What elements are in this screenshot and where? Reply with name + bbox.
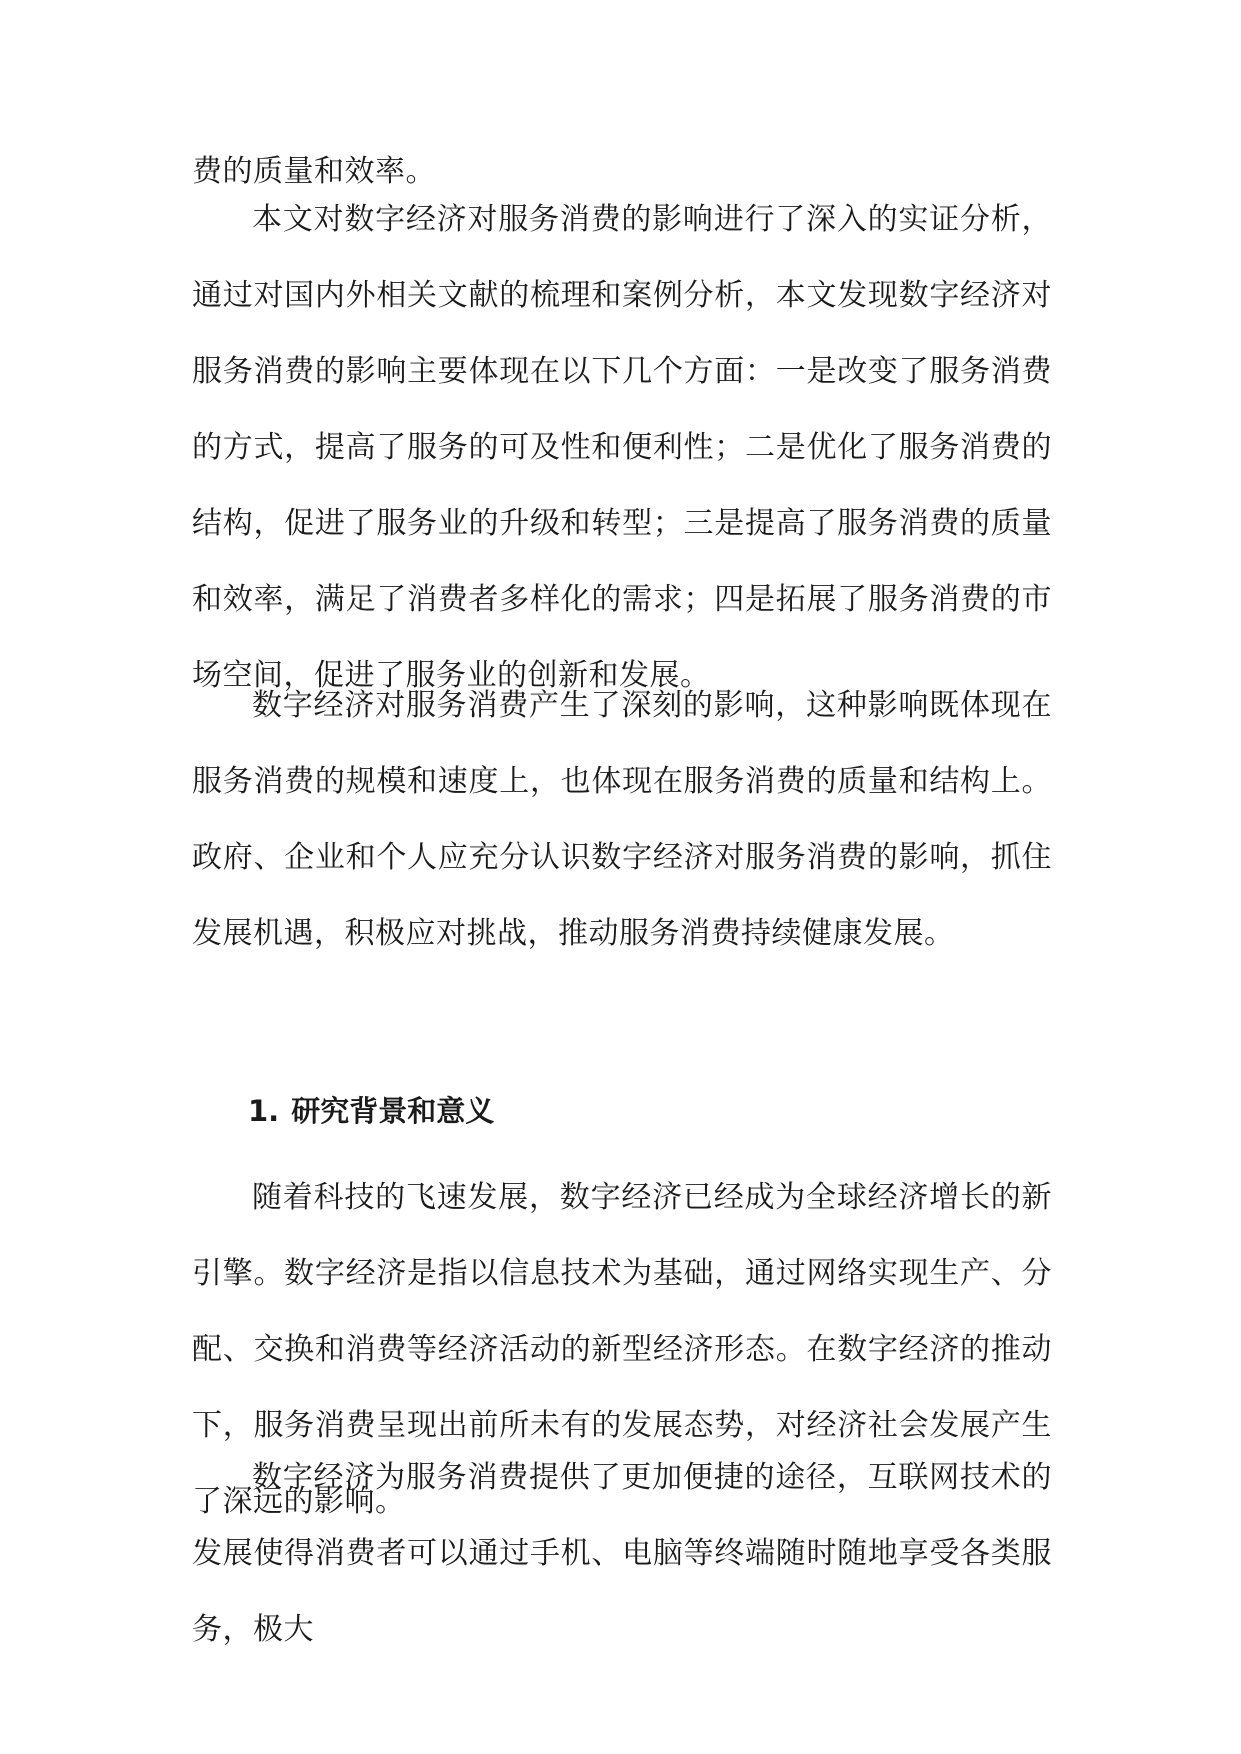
paragraph-continuation: 费的质量和效率。	[192, 154, 436, 189]
paragraph-conclusion: 数字经济对服务消费产生了深刻的影响，这种影响既体现在服务消费的规模和速度上，也体现在服务消费的质量和结构上。政府、企业和个人应充分认识数字经济对服务消费的影响，抓住发展机遇，积极应对挑战，推动服务消费持续健康发展。	[192, 688, 1052, 951]
paragraph-empirical-analysis: 本文对数字经济对服务消费的影响进行了深入的实证分析，通过对国内外相关文献的梳理和案例分析，本文发现数字经济对服务消费的影响主要体现在以下几个方面：一是改变了服务消费的方式，提高了服务的可及性和便利性；二是优化了服务消费的结构，促进了服务业的升级和转型；三是提高了服务消费的质量和效率，满足了消费者多样化的需求；四是拓展了服务消费的市场空间，促进了服务业的创新和发展。	[192, 202, 1052, 693]
section-title: 研究背景和意义	[291, 1094, 495, 1128]
section-heading	[248, 1086, 494, 1136]
section-number: 1.	[248, 1094, 280, 1128]
paragraph-background: 随着科技的飞速发展，数字经济已经成为全球经济增长的新引擎。数字经济是指以信息技术为基础，通过网络实现生产、分配、交换和消费等经济活动的新型经济形态。在数字经济的推动下，服务消费呈现出前所未有的发展态势，对经济社会发展产生了深远的影响。	[192, 1180, 1052, 1519]
paragraph-convenience: 数字经济为服务消费提供了更加便捷的途径，互联网技术的发展使得消费者可以通过手机、电脑等终端随时随地享受各类服务，极大	[192, 1460, 1052, 1647]
